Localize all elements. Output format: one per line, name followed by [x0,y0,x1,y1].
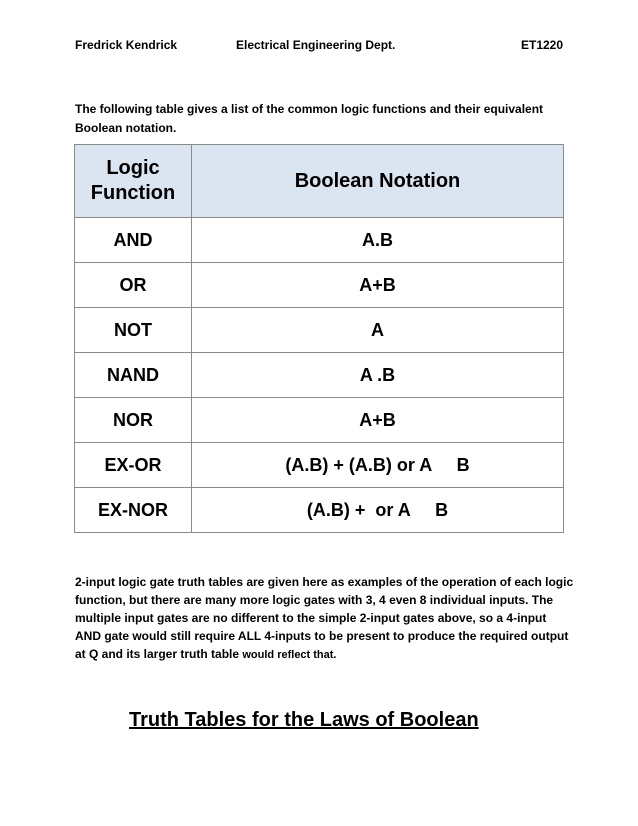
truth-table-paragraph [75,573,575,664]
header-department: Electrical Engineering Dept. [236,38,396,52]
header-course-code: ET1220 [521,38,564,52]
logic-functions-table [74,144,564,533]
function-cell: AND [75,218,192,263]
table-row [75,308,564,353]
function-cell: NOR [75,398,192,443]
notation-cell: (A.B) + or A B [192,488,564,533]
paragraph-tail-text: would reflect that. [242,649,337,661]
function-cell: NAND [75,353,192,398]
table-row [75,263,564,308]
function-cell: OR [75,263,192,308]
table-row [75,443,564,488]
notation-cell: (A.B) + (A.B) or A B [192,443,564,488]
header-logic-function: Logic Function [75,145,192,218]
table-row [75,398,564,443]
function-cell: EX-NOR [75,488,192,533]
notation-cell: A+B [192,263,564,308]
function-cell: EX-OR [75,443,192,488]
notation-cell: A+B [192,398,564,443]
table-header-row [75,145,564,218]
table-row [75,353,564,398]
function-cell: NOT [75,308,192,353]
header-author: Fredrick Kendrick [75,38,178,52]
notation-cell: A .B [192,353,564,398]
table-row [75,488,564,533]
notation-cell: A [192,308,564,353]
intro-text: The following table gives a list of the common logic functions and their equivalent Boolean notation. [75,102,544,135]
table-row [75,218,564,263]
section-title: Truth Tables for the Laws of Boolean [129,709,479,731]
paragraph-main-text: 2-input logic gate truth tables are given here as examples of the operation of each logic function, but there are many more logic gates with 3, 4 even 8 individual inputs. The multiple input gates are no different to the simple 2-input gates above, so a 4-input AND gate would still require ALL 4-inputs to be present to produce the required output at Q and its larger truth table [75,575,574,661]
notation-cell: A.B [192,218,564,263]
header-boolean-notation: Boolean Notation [192,145,564,218]
